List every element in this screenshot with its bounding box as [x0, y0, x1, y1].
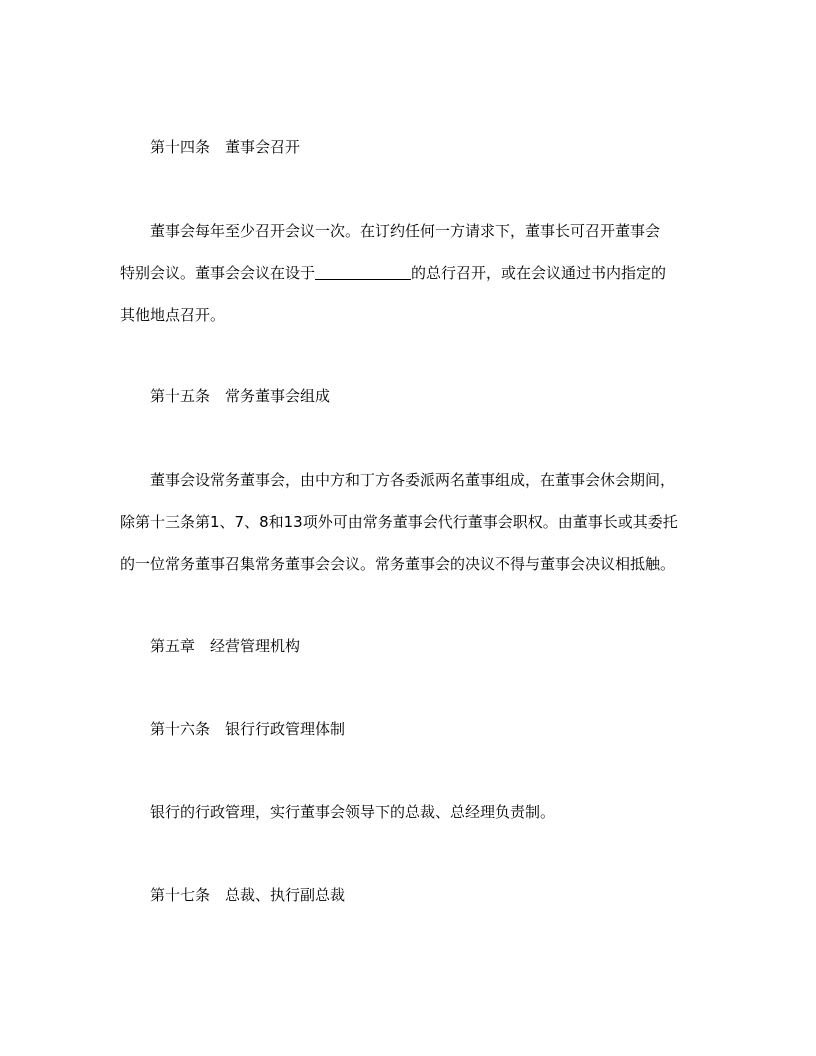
- article-15-number: 第十五条: [150, 387, 211, 405]
- article-15-body-line-3: 的一位常务董事召集常务董事会会议。常务董事会的决议不得与董事会决议相抵触。: [120, 555, 676, 573]
- article-17-title: 总裁、执行副总裁: [225, 886, 346, 904]
- article-16-body-line-1: 银行的行政管理，实行董事会领导下的总裁、总经理负责制。: [150, 803, 556, 821]
- article-15-title: 常务董事会组成: [225, 387, 331, 405]
- chapter-5-number: 第五章: [150, 637, 196, 655]
- article-14-body-line-2: [120, 263, 666, 283]
- article-16-heading: [150, 719, 345, 739]
- article-15-body-line-1: 董事会设常务董事会，由中方和丁方各委派两名董事组成，在董事会休会期间，: [150, 471, 676, 489]
- chapter-5-heading: [150, 636, 300, 656]
- article-15-heading: [150, 386, 330, 406]
- article-14-body-line-3: 其他地点召开。: [120, 306, 226, 324]
- article-17-heading: [150, 885, 345, 905]
- article-14-heading: [150, 137, 300, 157]
- article-14-title: 董事会召开: [225, 138, 301, 156]
- article-14-number: 第十四条: [150, 138, 211, 156]
- article-14-line-2-before: 特别会议。董事会会议在设于: [120, 264, 316, 282]
- chapter-5-title: 经营管理机构: [210, 637, 301, 655]
- article-16-title: 银行行政管理体制: [225, 720, 346, 738]
- article-14-line-2-after: 的总行召开，或在会议通过书内指定的: [411, 264, 667, 282]
- article-14-body-line-1: 董事会每年至少召开会议一次。在订约任何一方请求下，董事长可召开董事会: [150, 222, 661, 240]
- article-15-body-line-2: 除第十三条第1、7、8和13项外可由常务董事会代行董事会职权。由董事长或其委托: [120, 513, 678, 531]
- article-17-number: 第十七条: [150, 886, 211, 904]
- article-16-number: 第十六条: [150, 720, 211, 738]
- fill-in-blank: [315, 265, 411, 280]
